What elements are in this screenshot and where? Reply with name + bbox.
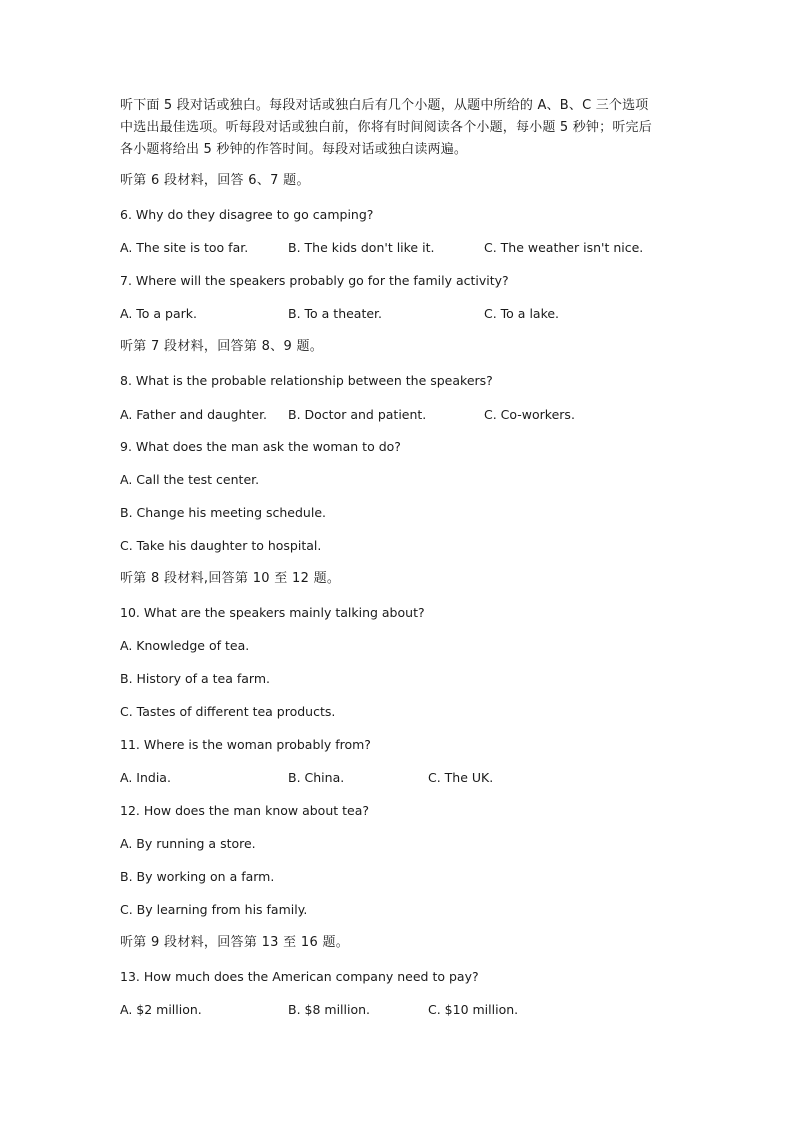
question-10-option-a: A. Knowledge of tea.	[120, 638, 250, 653]
question-11: 11. Where is the woman probably from?	[120, 737, 371, 752]
question-6: 6. Why do they disagree to go camping?	[120, 207, 374, 222]
question-8-option-b: B. Doctor and patient.	[288, 407, 427, 422]
question-10: 10. What are the speakers mainly talking about?	[120, 605, 425, 620]
question-7-option-a: A. To a park.	[120, 306, 197, 321]
section-8-heading: 听第 8 段材料,回答第 10 至 12 题。	[120, 571, 341, 586]
section-6-heading: 听第 6 段材料，回答 6、7 题。	[120, 173, 310, 188]
question-8-option-c: C. Co-workers.	[484, 407, 575, 422]
question-13: 13. How much does the American company need to pay?	[120, 969, 479, 984]
question-8: 8. What is the probable relationship between the speakers?	[120, 373, 493, 388]
question-7-option-c: C. To a lake.	[484, 306, 560, 321]
question-8-option-a: A. Father and daughter.	[120, 407, 268, 422]
question-12: 12. How does the man know about tea?	[120, 803, 370, 818]
question-9-option-c: C. Take his daughter to hospital.	[120, 538, 322, 553]
question-10-option-c: C. Tastes of different tea products.	[120, 704, 336, 719]
question-10-option-b: B. History of a tea farm.	[120, 671, 270, 686]
question-7-option-b: B. To a theater.	[288, 306, 383, 321]
instructions-line-1: 听下面 5 段对话或独白。每段对话或独白后有几个小题，从题中所给的 A、B、C 三个选项	[120, 98, 649, 113]
question-11-option-b: B. China.	[288, 770, 345, 785]
question-7: 7. Where will the speakers probably go for the family activity?	[120, 273, 509, 288]
question-6-option-b: B. The kids don't like it.	[288, 240, 435, 255]
question-13-option-a: A. $2 million.	[120, 1002, 202, 1017]
question-6-option-c: C. The weather isn't nice.	[484, 240, 644, 255]
question-6-option-a: A. The site is too far.	[120, 240, 249, 255]
listening-instructions	[120, 95, 680, 161]
question-9-option-a: A. Call the test center.	[120, 472, 260, 487]
question-9-option-b: B. Change his meeting schedule.	[120, 505, 326, 520]
question-13-option-c: C. $10 million.	[428, 1002, 519, 1017]
section-7-heading: 听第 7 段材料，回答第 8、9 题。	[120, 339, 324, 354]
question-11-option-a: A. India.	[120, 770, 171, 785]
question-9: 9. What does the man ask the woman to do?	[120, 439, 401, 454]
instructions-line-3: 各小题将给出 5 秒钟的作答时间。每段对话或独白读两遍。	[120, 142, 468, 157]
question-12-option-b: B. By working on a farm.	[120, 869, 275, 884]
question-11-option-c: C. The UK.	[428, 770, 494, 785]
section-9-heading: 听第 9 段材料，回答第 13 至 16 题。	[120, 935, 350, 950]
question-12-option-c: C. By learning from his family.	[120, 902, 308, 917]
question-12-option-a: A. By running a store.	[120, 836, 256, 851]
question-13-option-b: B. $8 million.	[288, 1002, 371, 1017]
instructions-line-2: 中选出最佳选项。听每段对话或独白前，你将有时间阅读各个小题，每小题 5 秒钟；听完后	[120, 120, 652, 135]
